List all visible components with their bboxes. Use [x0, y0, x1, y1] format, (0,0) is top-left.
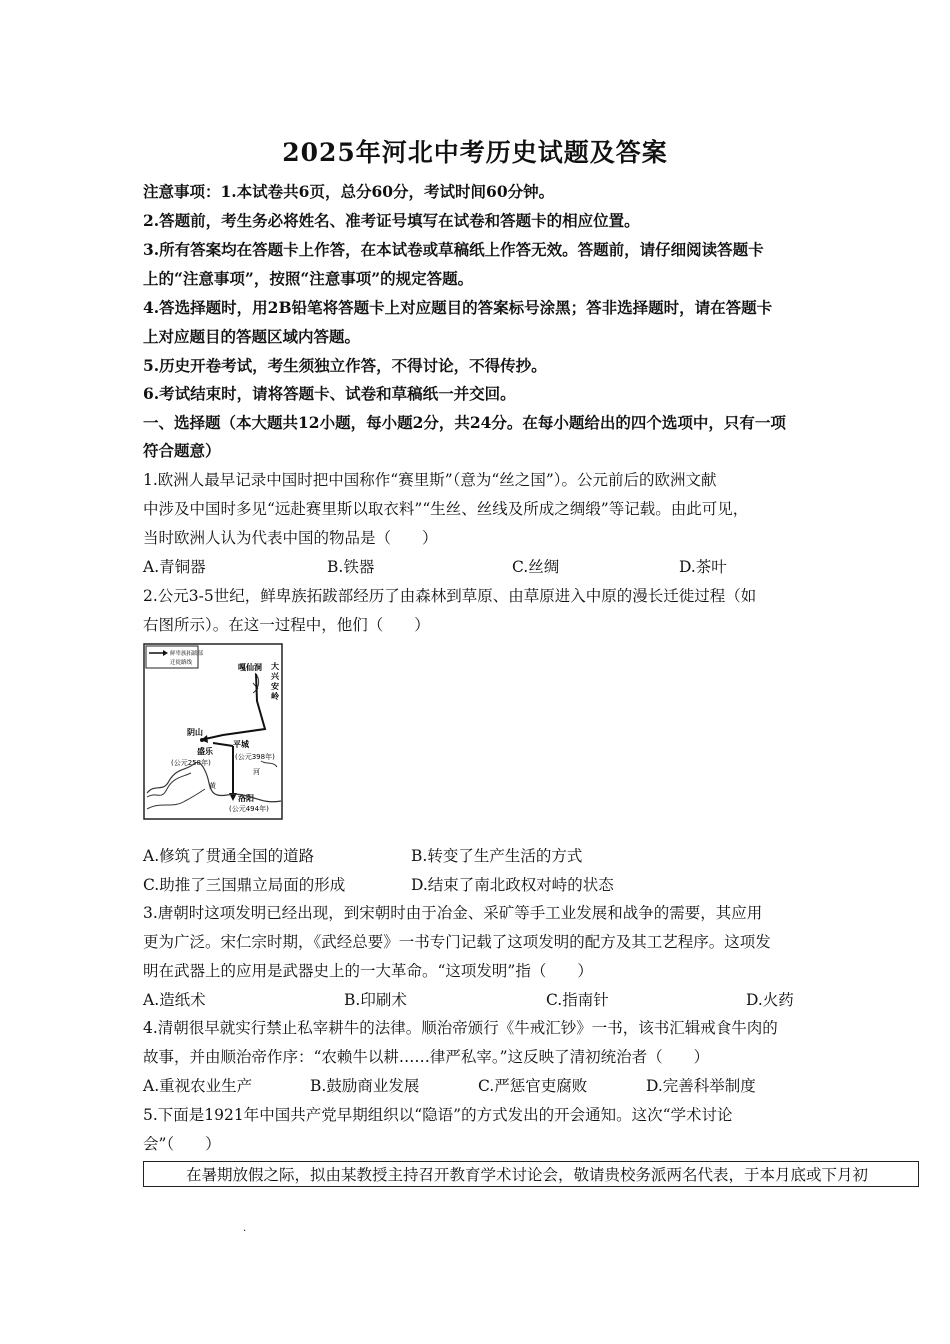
notice-line-3: 3.所有答案均在答题卡上作答，在本试卷或草稿纸上作答无效。答题前，请仔细阅读答题卡	[143, 240, 764, 259]
q5-material-box	[143, 1161, 919, 1187]
q4-option-d[interactable]: D.完善科举制度	[646, 1077, 756, 1095]
q1-option-c[interactable]: C.丝绸	[512, 558, 560, 576]
map-year-shengle: (公元258年)	[171, 759, 211, 767]
map-legend-line1: 鲜卑族拓跋部	[170, 651, 204, 657]
map-river-label-2: 河	[253, 768, 260, 776]
svg-text:安: 安	[271, 682, 279, 691]
q3-line-1: 3.唐朝时这项发明已经出现，到宋朝时由于冶金、采矿等手工业发展和战争的需要，其应用	[143, 904, 763, 922]
q1-line-1: 1.欧洲人最早记录中国时把中国称作“赛里斯”（意为“丝之国”）。公元前后的欧洲文献	[143, 471, 717, 489]
q1-option-b[interactable]: B.铁器	[327, 558, 375, 576]
q2-option-a[interactable]: A.修筑了贯通全国的道路	[143, 847, 315, 865]
map-river-label-1: 黄	[209, 782, 216, 790]
notice-line-2: 2.答题前，考生务必将姓名、准考证号填写在试卷和答题卡的相应位置。	[143, 211, 640, 230]
q5-line-1: 5.下面是1921年中国共产党早期组织以“隐语”的方式发出的开会通知。这次“学术讨论	[143, 1106, 733, 1124]
page-title: 2025年河北中考历史试题及答案	[282, 138, 668, 167]
notice-line-8: 6.考试结束时，请将答题卡、试卷和草稿纸一并交回。	[143, 384, 516, 403]
q4-line-1: 4.清朝很早就实行禁止私宰耕牛的法律。顺治帝颁行《牛戒汇钞》一书，该书汇辑戒食牛肉的	[143, 1019, 778, 1037]
q4-option-a[interactable]: A.重视农业生产	[143, 1077, 253, 1095]
q2-option-b[interactable]: B.转变了生产生活的方式	[411, 847, 583, 865]
map-place-yinshan: 阴山	[187, 728, 203, 737]
svg-text:大: 大	[271, 662, 279, 671]
q1-line-3: 当时欧洲人认为代表中国的物品是（ ）	[143, 529, 438, 547]
notice-line-5: 4.答选择题时，用2B铅笔将答题卡上对应题目的答案标号涂黑；答非选择题时，请在答题卡	[143, 298, 773, 317]
notice-line-7: 5.历史开卷考试，考生须独立作答，不得讨论，不得传抄。	[143, 356, 547, 375]
q2-option-c[interactable]: C.助推了三国鼎立局面的形成	[143, 876, 346, 894]
svg-text:岭: 岭	[271, 692, 279, 701]
map-year-pingcheng: (公元398年)	[235, 753, 275, 761]
map-legend-line2: 迁徙路线	[170, 660, 193, 666]
q2-line-2: 右图所示）。在这一过程中，他们（ ）	[143, 616, 430, 634]
notice-line-6: 上对应题目的答题区域内答题。	[143, 327, 361, 346]
q3-option-a[interactable]: A.造纸术	[143, 991, 206, 1009]
map-place-shengle: 盛乐	[197, 747, 213, 756]
q3-option-d[interactable]: D.火药	[746, 991, 794, 1009]
q3-line-2: 更为广泛。宋仁宗时期，《武经总要》一书专门记载了这项发明的配方及其工艺程序。这项发	[143, 933, 771, 951]
map-place-pingcheng: 平城	[233, 740, 249, 749]
q1-option-d[interactable]: D.茶叶	[679, 558, 727, 576]
q3-line-3: 明在武器上的应用是武器史上的一大革命。“这项发明”指（ ）	[143, 962, 593, 980]
migration-map	[143, 643, 283, 820]
q4-option-b[interactable]: B.鼓励商业发展	[310, 1077, 420, 1095]
q4-line-2: 故事，并由顺治帝作序：“农赖牛以耕……律严私宰。”这反映了清初统治者（ ）	[143, 1048, 710, 1066]
q1-option-a[interactable]: A.青铜器	[143, 558, 206, 576]
q2-line-1: 2.公元3-5世纪，鲜卑族拓跋部经历了由森林到草原、由草原进入中原的漫长迁徙过程（如	[143, 587, 757, 605]
notice-line-4: 上的“注意事项”，按照“注意事项”的规定答题。	[143, 269, 474, 288]
q5-line-2: 会”（ ）	[143, 1135, 221, 1153]
q4-option-c[interactable]: C.严惩官吏腐败	[478, 1077, 588, 1095]
q3-option-c[interactable]: C.指南针	[546, 991, 609, 1009]
q1-line-2: 中涉及中国时多见“远赴赛里斯以取衣料”“生丝、丝线及所成之绸缎”等记载。由此可见，	[143, 500, 749, 518]
section-heading-1: 一、选择题（本大题共12小题，每小题2分，共24分。在每小题给出的四个选项中，只有一项	[143, 413, 786, 432]
map-year-luoyang: (公元494年)	[229, 805, 269, 813]
map-place-gaxian: 嘎仙洞	[238, 663, 262, 672]
notice-line-1: 注意事项：1.本试卷共6页，总分60分，考试时间60分钟。	[143, 182, 555, 201]
q3-option-b[interactable]: B.印刷术	[344, 991, 407, 1009]
q2-option-d[interactable]: D.结束了南北政权对峙的状态	[411, 876, 614, 894]
section-heading-2: 符合题意）	[143, 441, 221, 460]
footer-dot: .	[243, 1223, 247, 1234]
map-place-luoyang: 洛阳	[238, 794, 254, 803]
q5-material-text: 在暑期放假之际，拟由某教授主持召开教育学术讨论会，敬请贵校务派两名代表，于本月底或下月初	[186, 1166, 869, 1184]
svg-text:兴: 兴	[271, 672, 279, 681]
